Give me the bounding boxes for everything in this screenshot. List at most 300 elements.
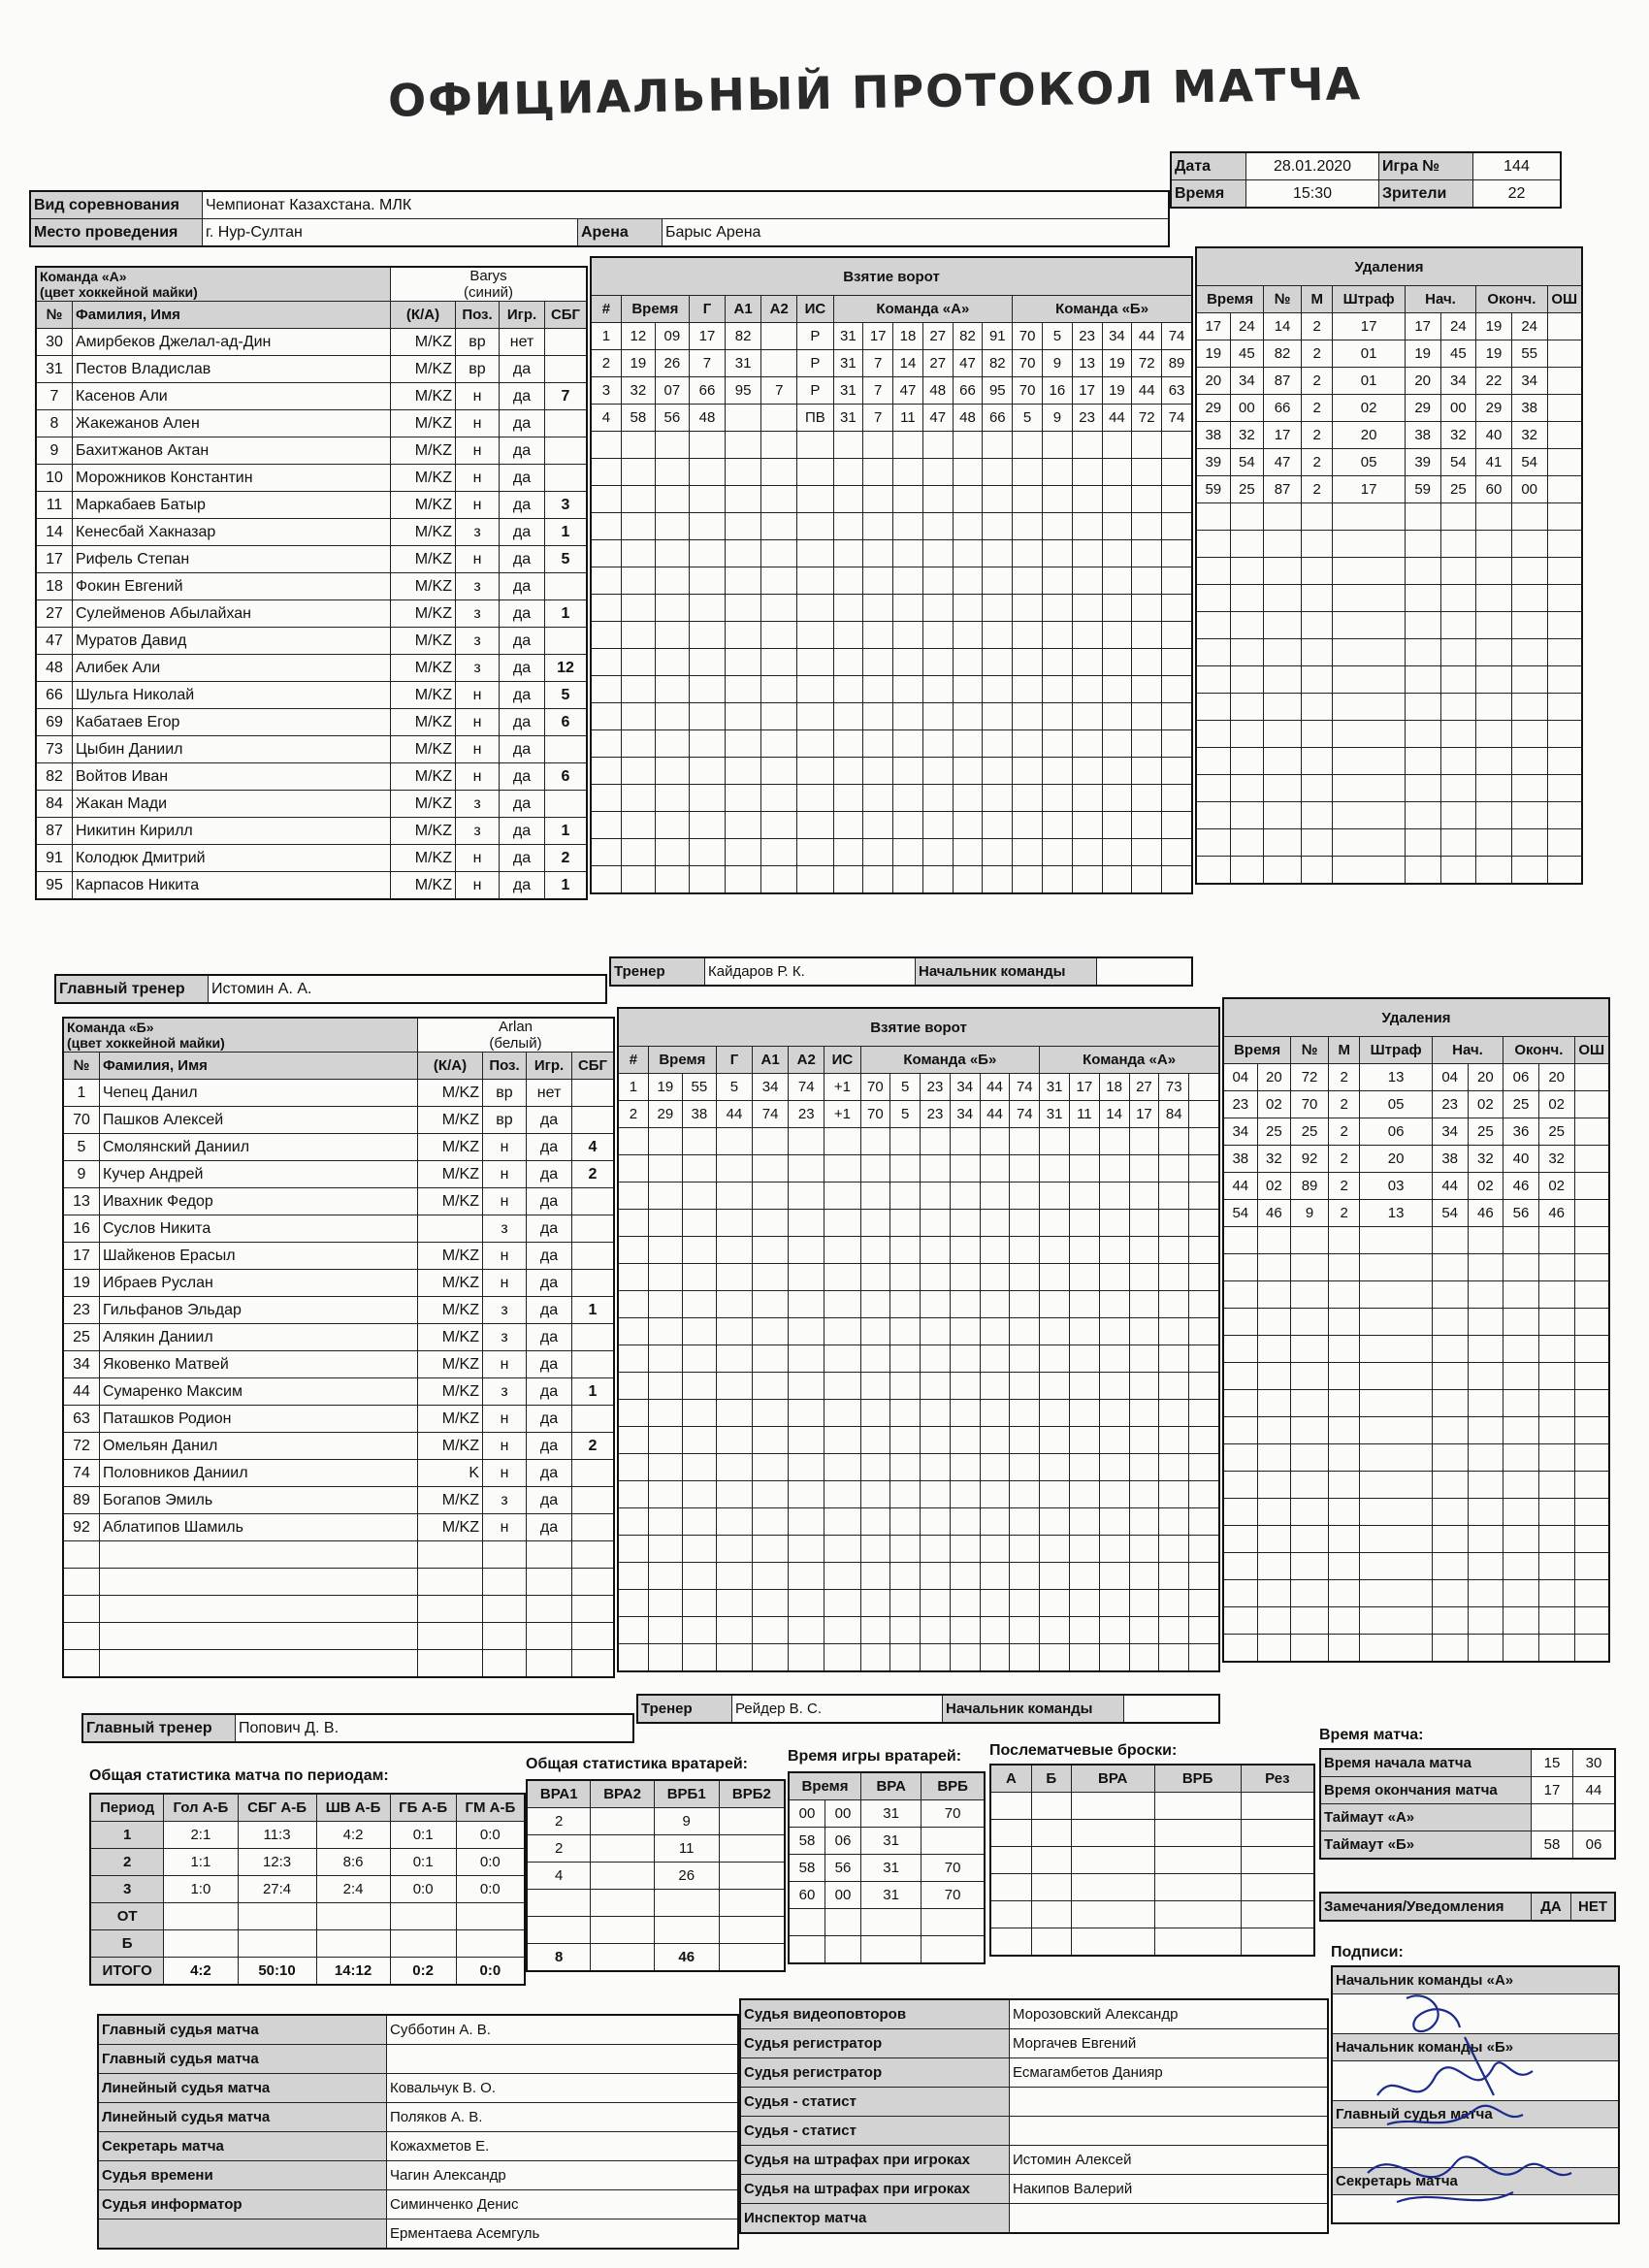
pen-minutes xyxy=(1301,666,1332,694)
stats-total-cell: 50:10 xyxy=(238,1958,316,1986)
pen-minutes: 2 xyxy=(1301,313,1332,340)
player-pos xyxy=(483,1541,527,1569)
pen-head-no: № xyxy=(1264,286,1302,313)
pen-code xyxy=(1360,1417,1432,1444)
pen-end-s xyxy=(1511,531,1547,558)
team_b-head-igr: Игр. xyxy=(527,1053,572,1080)
player-sbg: 1 xyxy=(545,872,588,900)
goal-on-ice xyxy=(1013,812,1043,839)
goal-on-ice: 9 xyxy=(1042,405,1072,432)
team_a-label: Команда «А» (цвет хоккейной майки) xyxy=(36,267,391,302)
goalie-time-sec xyxy=(825,1909,861,1936)
team_a-trainer: Кайдаров Р. К. xyxy=(705,957,916,986)
goal-on-ice xyxy=(983,595,1013,622)
goal-on-ice xyxy=(1102,567,1132,595)
pen-code xyxy=(1360,1309,1432,1336)
player-pos: з xyxy=(456,573,500,600)
goal-on-ice xyxy=(921,1264,951,1291)
goal-head-num: # xyxy=(618,1047,648,1074)
goal-on-ice xyxy=(1010,1454,1040,1481)
pen-player: 70 xyxy=(1291,1091,1329,1118)
player-name xyxy=(100,1623,418,1650)
goalie-stats-head-3: ВРБ2 xyxy=(719,1780,785,1808)
goal-on-ice xyxy=(833,785,863,812)
goal-on-ice xyxy=(983,622,1013,649)
goal-scorer xyxy=(716,1563,752,1590)
goal-on-ice xyxy=(1099,1400,1129,1427)
pen-end-s xyxy=(1511,585,1547,612)
table-row xyxy=(1223,1118,1609,1146)
pen-osh xyxy=(1547,313,1582,340)
end-m: 17 xyxy=(1532,1777,1573,1804)
goal-sec xyxy=(655,459,689,486)
goal-on-ice: 34 xyxy=(950,1101,980,1128)
official-row xyxy=(98,2190,738,2219)
official-name xyxy=(1010,2204,1329,2234)
pen-sec xyxy=(1257,1281,1291,1309)
goal-on-ice xyxy=(860,1373,890,1400)
pen-minutes: 2 xyxy=(1328,1091,1359,1118)
goal-scorer xyxy=(716,1617,752,1644)
goal-on-ice xyxy=(863,622,893,649)
stats-cell: 1:0 xyxy=(164,1876,238,1903)
goal-on-ice xyxy=(893,703,923,730)
goal-a1 xyxy=(753,1481,789,1508)
pen-minutes xyxy=(1301,802,1332,829)
goal-on-ice xyxy=(1189,1617,1219,1644)
pen-end-m xyxy=(1504,1444,1539,1472)
goal-on-ice: 70 xyxy=(1013,350,1043,377)
pen-start-m xyxy=(1405,666,1440,694)
goal-on-ice xyxy=(1102,758,1132,785)
goal-scorer xyxy=(689,486,725,513)
pen-sec: 00 xyxy=(1230,395,1264,422)
table-row xyxy=(990,1928,1314,1957)
table-row xyxy=(1223,1635,1609,1663)
pen-player xyxy=(1264,775,1302,802)
goal-scorer: 7 xyxy=(689,350,725,377)
stats-cell xyxy=(238,1930,316,1958)
goal-scorer xyxy=(716,1373,752,1400)
pen-start-m xyxy=(1405,721,1440,748)
pen-sec xyxy=(1257,1336,1291,1363)
player-igr: да xyxy=(527,1351,572,1378)
goal-a2 xyxy=(789,1210,824,1237)
player-igr: да xyxy=(500,492,545,519)
player-name: Кабатаев Егор xyxy=(73,709,391,736)
pen-player: 66 xyxy=(1264,395,1302,422)
goal-a2 xyxy=(789,1183,824,1210)
table-row xyxy=(789,1828,985,1855)
goal-sec: 56 xyxy=(655,405,689,432)
table-row xyxy=(36,736,587,763)
pen-osh xyxy=(1547,340,1582,368)
pen-min xyxy=(1196,748,1230,775)
goal-min: 19 xyxy=(621,350,655,377)
goal-on-ice xyxy=(950,1345,980,1373)
goal-on-ice xyxy=(1010,1345,1040,1373)
goal-scorer xyxy=(716,1508,752,1536)
goal-on-ice xyxy=(863,459,893,486)
goal-min xyxy=(648,1210,682,1237)
player-pos: з xyxy=(483,1215,527,1243)
pen-end-m xyxy=(1504,1499,1539,1526)
goal-min xyxy=(648,1481,682,1508)
goalie-stats-cell xyxy=(719,1917,785,1944)
pen-end-s: 02 xyxy=(1538,1091,1574,1118)
goal-min xyxy=(621,459,655,486)
stats-cell: 0:0 xyxy=(390,1876,456,1903)
player-number xyxy=(63,1623,100,1650)
goal-is xyxy=(797,432,833,459)
goal-num xyxy=(591,758,621,785)
goal-scorer xyxy=(716,1318,752,1345)
goal-scorer xyxy=(689,676,725,703)
pen-min: 20 xyxy=(1196,368,1230,395)
goal-on-ice xyxy=(922,866,953,894)
goal-on-ice xyxy=(1040,1400,1070,1427)
team_b-penalties-table xyxy=(1222,997,1610,1663)
pen-min: 29 xyxy=(1196,395,1230,422)
shootout-cell xyxy=(1031,1874,1071,1901)
goal-num xyxy=(591,839,621,866)
goal-on-ice xyxy=(1010,1128,1040,1155)
player-igr: да xyxy=(527,1297,572,1324)
table-row xyxy=(789,1909,985,1936)
goal-sec xyxy=(682,1481,716,1508)
goal-on-ice xyxy=(1102,730,1132,758)
goal-on-ice xyxy=(1129,1237,1159,1264)
pen-end-s xyxy=(1538,1444,1574,1472)
goal-num xyxy=(618,1400,648,1427)
goal-a1 xyxy=(753,1536,789,1563)
goal-on-ice xyxy=(1162,595,1192,622)
player-name: Бахитжанов Актан xyxy=(73,437,391,465)
pen-osh xyxy=(1574,1281,1609,1309)
player-pos xyxy=(483,1650,527,1678)
goal-on-ice xyxy=(1189,1318,1219,1345)
pen-head-time: Время xyxy=(1196,286,1264,313)
pen-end-m xyxy=(1476,503,1512,531)
stats-cell: 0:0 xyxy=(456,1822,525,1849)
table-row xyxy=(63,1460,614,1487)
player-name: Половников Даниил xyxy=(100,1460,418,1487)
goal-on-ice xyxy=(1102,866,1132,894)
goal-on-ice xyxy=(953,703,983,730)
team_a-head-coach-label: Главный тренер xyxy=(55,975,209,1003)
goalie-time-a xyxy=(861,1936,922,1964)
goal-on-ice xyxy=(922,513,953,540)
table-row xyxy=(1223,1472,1609,1499)
table-row xyxy=(591,432,1192,459)
goal-on-ice xyxy=(1040,1373,1070,1400)
pen-min xyxy=(1223,1526,1257,1553)
goal-sec xyxy=(682,1345,716,1373)
goalie-stats-cell xyxy=(591,1890,654,1917)
team_a-roster-table xyxy=(35,266,588,900)
official-name: Морозовский Александр xyxy=(1010,1999,1329,2029)
goal-a1 xyxy=(753,1590,789,1617)
pen-minutes: 2 xyxy=(1328,1173,1359,1200)
goal-a2 xyxy=(789,1237,824,1264)
goalie-stats-cell: 11 xyxy=(654,1835,719,1863)
goal-on-ice xyxy=(1072,703,1102,730)
goal-a2 xyxy=(761,812,797,839)
goal-scorer xyxy=(716,1644,752,1672)
goal-scorer xyxy=(716,1345,752,1373)
goal-is xyxy=(824,1617,860,1644)
pen-start-m: 34 xyxy=(1432,1118,1468,1146)
game-value: 144 xyxy=(1473,152,1562,180)
pen-sec xyxy=(1257,1580,1291,1607)
team_a-name: Barys (синий) xyxy=(391,267,588,302)
goal-on-ice xyxy=(1189,1101,1219,1128)
goal-on-ice xyxy=(980,1291,1010,1318)
team_b-head-pos: Поз. xyxy=(483,1053,527,1080)
pen-start-m: 59 xyxy=(1405,476,1440,503)
player-ka: K xyxy=(418,1460,483,1487)
official-row xyxy=(98,2015,738,2045)
pen-sec xyxy=(1230,531,1264,558)
goal-a1: 74 xyxy=(753,1101,789,1128)
pen-end-m: 60 xyxy=(1476,476,1512,503)
goal-num xyxy=(618,1508,648,1536)
pen-start-m xyxy=(1432,1363,1468,1390)
shootout-cell xyxy=(1154,1901,1241,1928)
pen-end-m xyxy=(1504,1580,1539,1607)
goal-on-ice: 31 xyxy=(833,405,863,432)
goal-on-ice xyxy=(1132,459,1162,486)
player-name: Ибраев Руслан xyxy=(100,1270,418,1297)
official-row xyxy=(740,2117,1328,2146)
goal-sec xyxy=(655,730,689,758)
goalie-stats-cell xyxy=(719,1835,785,1863)
goalie-time-a: 31 xyxy=(861,1882,922,1909)
goal-a1 xyxy=(753,1454,789,1481)
timeout-a-m xyxy=(1532,1804,1573,1831)
team_b-chief xyxy=(1124,1695,1220,1723)
goal-on-ice: 73 xyxy=(1159,1074,1189,1101)
table-row xyxy=(1223,1417,1609,1444)
official-name: Чагин Александр xyxy=(387,2161,739,2190)
pen-min xyxy=(1223,1607,1257,1635)
table-row xyxy=(527,1890,785,1917)
goal-on-ice xyxy=(921,1400,951,1427)
table-row xyxy=(63,1215,614,1243)
goal-is xyxy=(797,622,833,649)
player-ka xyxy=(418,1215,483,1243)
pen-start-m xyxy=(1432,1526,1468,1553)
table-row xyxy=(1196,721,1582,748)
table-row xyxy=(63,1134,614,1161)
goal-is xyxy=(824,1183,860,1210)
goal-on-ice xyxy=(921,1318,951,1345)
goal-sec: 26 xyxy=(655,350,689,377)
goal-sec xyxy=(655,595,689,622)
pen-end-m xyxy=(1504,1635,1539,1663)
player-name: Никитин Кирилл xyxy=(73,818,391,845)
goalie-time-title: Время игры вратарей: xyxy=(788,1748,962,1765)
goal-on-ice xyxy=(950,1183,980,1210)
pen-player xyxy=(1291,1390,1329,1417)
goal-is xyxy=(797,839,833,866)
stats-head-1: Гол А-Б xyxy=(164,1794,238,1822)
pen-sec xyxy=(1230,666,1264,694)
goal-on-ice xyxy=(1013,839,1043,866)
goal-on-ice xyxy=(1189,1291,1219,1318)
table-row xyxy=(1196,666,1582,694)
table-row xyxy=(63,1351,614,1378)
goal-num xyxy=(618,1291,648,1318)
player-pos: н xyxy=(456,437,500,465)
goal-on-ice xyxy=(1010,1644,1040,1672)
pen-start-s xyxy=(1468,1526,1504,1553)
goal-is xyxy=(824,1264,860,1291)
player-sbg xyxy=(572,1406,615,1433)
competition-value: Чемпионат Казахстана. МЛК xyxy=(203,191,1170,219)
pen-sec xyxy=(1230,829,1264,857)
goal-scorer xyxy=(716,1481,752,1508)
player-sbg: 5 xyxy=(545,682,588,709)
table-row xyxy=(789,1882,985,1909)
table-row xyxy=(1196,558,1582,585)
goal-sec xyxy=(655,703,689,730)
player-ka: M/KZ xyxy=(418,1080,483,1107)
goal-a2 xyxy=(789,1563,824,1590)
pen-osh xyxy=(1574,1309,1609,1336)
goal-on-ice xyxy=(1162,839,1192,866)
goal-a2 xyxy=(761,839,797,866)
goal-on-ice xyxy=(921,1373,951,1400)
goal-on-ice xyxy=(833,595,863,622)
pen-sec: 25 xyxy=(1257,1118,1291,1146)
stats-cell: 12:3 xyxy=(238,1849,316,1876)
player-sbg xyxy=(572,1080,615,1107)
goal-on-ice xyxy=(1069,1291,1099,1318)
goal-scorer xyxy=(716,1291,752,1318)
table-row xyxy=(1223,1200,1609,1227)
goal-num xyxy=(618,1237,648,1264)
pen-end-s: 32 xyxy=(1511,422,1547,449)
goal-sec xyxy=(655,676,689,703)
goal-scorer xyxy=(689,758,725,785)
official-name: Ерментаева Асемгуль xyxy=(387,2219,739,2250)
official-row xyxy=(740,2029,1328,2058)
player-pos: з xyxy=(456,655,500,682)
goal-a1 xyxy=(753,1617,789,1644)
pen-end-m: 25 xyxy=(1504,1091,1539,1118)
player-igr: да xyxy=(500,383,545,410)
goalie-time-min: 58 xyxy=(789,1855,825,1882)
pen-code: 03 xyxy=(1360,1173,1432,1200)
goal-on-ice: 31 xyxy=(1040,1101,1070,1128)
player-number: 70 xyxy=(63,1107,100,1134)
goalie-time-table xyxy=(788,1771,986,1964)
goal-on-ice xyxy=(890,1128,921,1155)
player-name: Чепец Данил xyxy=(100,1080,418,1107)
official-role: Судья времени xyxy=(98,2161,387,2190)
official-row xyxy=(740,1999,1328,2029)
goal-on-ice xyxy=(860,1644,890,1672)
goal-on-ice xyxy=(833,540,863,567)
pen-end-s xyxy=(1511,857,1547,885)
goal-min xyxy=(648,1155,682,1183)
goal-scorer xyxy=(689,540,725,567)
pen-player xyxy=(1264,639,1302,666)
pen-minutes xyxy=(1328,1526,1359,1553)
player-name: Смолянский Даниил xyxy=(100,1134,418,1161)
goal-on-ice xyxy=(983,839,1013,866)
goal-on-ice xyxy=(1010,1318,1040,1345)
player-ka: M/KZ xyxy=(418,1351,483,1378)
goal-on-ice xyxy=(1189,1264,1219,1291)
table-row xyxy=(591,540,1192,567)
goal-on-ice xyxy=(1102,459,1132,486)
player-sbg: 7 xyxy=(545,383,588,410)
goal-a1 xyxy=(753,1563,789,1590)
goal-on-ice xyxy=(1013,676,1043,703)
team_b-name: Arlan (белый) xyxy=(418,1018,615,1053)
goal-is xyxy=(797,730,833,758)
shootout-cell xyxy=(1241,1820,1314,1847)
team_a-head-ka: (К/А) xyxy=(391,302,456,329)
date-value: 28.01.2020 xyxy=(1246,152,1379,180)
pen-min xyxy=(1196,612,1230,639)
pen-start-m xyxy=(1432,1607,1468,1635)
official-name: Субботин А. В. xyxy=(387,2015,739,2045)
pen-end-s xyxy=(1511,639,1547,666)
table-row xyxy=(1196,694,1582,721)
pen-min xyxy=(1223,1363,1257,1390)
stats-cell xyxy=(390,1903,456,1930)
player-number: 48 xyxy=(36,655,73,682)
pen-minutes: 2 xyxy=(1328,1146,1359,1173)
pen-code: 05 xyxy=(1333,449,1405,476)
goal-on-ice xyxy=(1099,1617,1129,1644)
goal-sec xyxy=(655,432,689,459)
shootout-cell xyxy=(1241,1928,1314,1957)
goal-is xyxy=(824,1454,860,1481)
table-row xyxy=(990,1847,1314,1874)
player-name: Цыбин Даниил xyxy=(73,736,391,763)
goal-head-a1: А1 xyxy=(753,1047,789,1074)
goal-on-ice xyxy=(1159,1237,1189,1264)
table-row xyxy=(63,1188,614,1215)
pen-start-m: 29 xyxy=(1405,395,1440,422)
goal-on-ice xyxy=(1102,595,1132,622)
shootout-cell xyxy=(1154,1928,1241,1957)
goalie-stats-cell xyxy=(719,1863,785,1890)
goal-on-ice xyxy=(833,486,863,513)
shootout-head-0: А xyxy=(990,1765,1031,1793)
goal-a1 xyxy=(753,1155,789,1183)
table-row xyxy=(63,1297,614,1324)
stats-total-cell: 4:2 xyxy=(164,1958,238,1986)
pen-start-s: 54 xyxy=(1440,449,1476,476)
goal-min xyxy=(621,758,655,785)
goal-on-ice: 82 xyxy=(953,323,983,350)
pen-min: 19 xyxy=(1196,340,1230,368)
shootout-cell xyxy=(1071,1901,1154,1928)
goal-head-team1: Команда «Б» xyxy=(860,1047,1040,1074)
goal-on-ice: 72 xyxy=(1132,350,1162,377)
goal-on-ice xyxy=(921,1644,951,1672)
goal-on-ice xyxy=(1042,540,1072,567)
goal-on-ice xyxy=(1042,567,1072,595)
goal-is xyxy=(797,649,833,676)
pen-end-m xyxy=(1504,1390,1539,1417)
pen-start-m: 23 xyxy=(1432,1091,1468,1118)
